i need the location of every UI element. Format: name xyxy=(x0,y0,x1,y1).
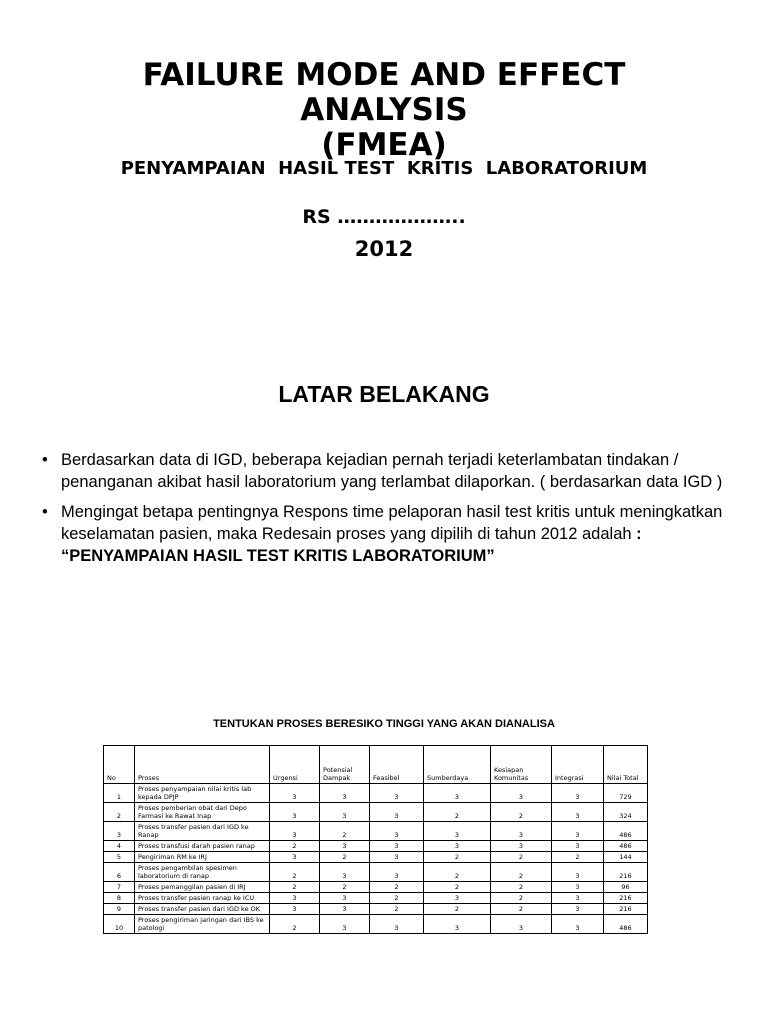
slide-subtitle: PENYAMPAIAN HASIL TEST KRITIS LABORATORIUM xyxy=(120,158,648,179)
bullet-marker: • xyxy=(42,451,48,469)
column-header: Proses xyxy=(135,746,270,784)
process-cell: Proses transfusi darah pasien ranap xyxy=(135,841,270,852)
table-cell: 144 xyxy=(604,852,648,863)
background-bullet-list xyxy=(40,449,740,575)
column-header: Feasibel xyxy=(370,746,424,784)
table-cell: 3 xyxy=(370,841,424,852)
table-cell: 3 xyxy=(320,915,370,934)
table-cell: 2 xyxy=(270,863,320,882)
bullet-marker: • xyxy=(42,503,48,521)
process-cell: Proses transfer pasien dari IGD ke Ranap xyxy=(135,822,270,841)
table-cell: 3 xyxy=(424,893,491,904)
table-cell: 2 xyxy=(491,904,552,915)
bullet-item xyxy=(40,501,740,567)
title-line: FAILURE MODE AND EFFECT xyxy=(142,57,626,93)
table-cell: 3 xyxy=(491,841,552,852)
bullet-text: Berdasarkan data di IGD, beberapa kejadian pernah terjadi keterlambatan tindakan / penanganan akibat hasil laboratorium yang terlambat dilaporkan. ( berdasarkan data IGD ) xyxy=(61,451,723,491)
slide-title xyxy=(60,58,708,163)
table-cell: 3 xyxy=(270,852,320,863)
table-cell: 3 xyxy=(424,841,491,852)
table-cell: 2 xyxy=(370,893,424,904)
table-body xyxy=(104,784,648,934)
table-cell: 3 xyxy=(370,803,424,822)
table-row xyxy=(104,852,648,863)
table-cell: 3 xyxy=(552,784,604,803)
table-cell: 96 xyxy=(604,882,648,893)
table-row xyxy=(104,904,648,915)
process-cell: Proses pengambilan spesimen laboratorium di ranap xyxy=(135,863,270,882)
table-cell: 3 xyxy=(491,822,552,841)
table-cell: 3 xyxy=(370,863,424,882)
table-cell: 216 xyxy=(604,893,648,904)
column-header: Kesiapan Komunitas xyxy=(491,746,552,784)
table-cell: 3 xyxy=(270,784,320,803)
table-cell: 3 xyxy=(270,904,320,915)
table-cell: 216 xyxy=(604,863,648,882)
table-cell: 3 xyxy=(491,915,552,934)
table-cell: 9 xyxy=(104,904,135,915)
process-cell: Proses pemberian obat dari Depo Farmasi ke Rawat Inap xyxy=(135,803,270,822)
bullet-text: Mengingat betapa pentingnya Respons time pelaporan hasil test kritis untuk meningkatkan keselamatan pasien, maka Redesain proses yang dipilih di tahun 2012 adalah xyxy=(61,503,723,543)
table-cell: 3 xyxy=(552,841,604,852)
table-cell: 5 xyxy=(104,852,135,863)
process-cell: Proses pengiriman jaringan dari IBS ke patologi xyxy=(135,915,270,934)
table-row xyxy=(104,893,648,904)
table-cell: 2 xyxy=(491,863,552,882)
table-cell: 2 xyxy=(370,882,424,893)
table-cell: 2 xyxy=(491,852,552,863)
table-row xyxy=(104,784,648,803)
table-cell: 3 xyxy=(370,784,424,803)
hospital-name: RS ……………….. xyxy=(302,206,466,228)
column-header: Nilai Total xyxy=(604,746,648,784)
table-cell: 8 xyxy=(104,893,135,904)
table-cell: 3 xyxy=(491,784,552,803)
process-cell: Proses transfer pasien dari IGD ke OK xyxy=(135,904,270,915)
table-cell: 3 xyxy=(552,863,604,882)
table-cell: 486 xyxy=(604,841,648,852)
process-cell: Proses transfer pasien ranap ke ICU xyxy=(135,893,270,904)
table-cell: 3 xyxy=(370,822,424,841)
process-cell: Pengiriman RM ke IRJ xyxy=(135,852,270,863)
table-cell: 3 xyxy=(552,893,604,904)
table-cell: 7 xyxy=(104,882,135,893)
table-cell: 324 xyxy=(604,803,648,822)
table-row xyxy=(104,841,648,852)
table-cell: 729 xyxy=(604,784,648,803)
table-cell: 2 xyxy=(424,904,491,915)
column-header: Sumberdaya xyxy=(424,746,491,784)
title-slide xyxy=(0,0,768,300)
table-cell: 3 xyxy=(424,915,491,934)
table-cell: 2 xyxy=(424,803,491,822)
title-line: ANALYSIS xyxy=(300,92,468,128)
table-cell: 3 xyxy=(270,803,320,822)
table-cell: 3 xyxy=(552,904,604,915)
table-cell: 1 xyxy=(104,784,135,803)
table-cell: 3 xyxy=(370,852,424,863)
table-cell: 3 xyxy=(552,803,604,822)
table-cell: 2 xyxy=(491,882,552,893)
table-cell: 2 xyxy=(424,852,491,863)
column-header: Integrasi xyxy=(552,746,604,784)
column-header: Urgensi xyxy=(270,746,320,784)
table-cell: 3 xyxy=(320,841,370,852)
table-cell: 3 xyxy=(320,863,370,882)
table-row xyxy=(104,863,648,882)
table-cell: 2 xyxy=(320,852,370,863)
table-cell: 3 xyxy=(104,822,135,841)
process-cell: Proses penyampaian nilai kritis lab kepada DPJP xyxy=(135,784,270,803)
table-cell: 2 xyxy=(552,852,604,863)
table-cell: 3 xyxy=(320,803,370,822)
title-line: (FMEA) xyxy=(321,127,447,163)
table-row xyxy=(104,915,648,934)
column-header: No xyxy=(104,746,135,784)
bullet-highlight: : “PENYAMPAIAN HASIL TEST KRITIS LABORATORIUM” xyxy=(61,525,642,565)
table-cell: 2 xyxy=(491,803,552,822)
risk-process-table xyxy=(103,745,648,934)
table-cell: 3 xyxy=(424,822,491,841)
table-cell: 2 xyxy=(270,841,320,852)
table-title: TENTUKAN PROSES BERESIKO TINGGI YANG AKAN DIANALISA xyxy=(213,718,555,730)
table-cell: 3 xyxy=(320,904,370,915)
table-cell: 3 xyxy=(552,915,604,934)
column-header: Potensial Dampak xyxy=(320,746,370,784)
table-cell: 2 xyxy=(320,822,370,841)
table-row xyxy=(104,803,648,822)
table-cell: 2 xyxy=(424,863,491,882)
table-cell: 3 xyxy=(270,893,320,904)
table-cell: 2 xyxy=(270,915,320,934)
table-cell: 3 xyxy=(370,915,424,934)
table-cell: 2 xyxy=(491,893,552,904)
process-cell: Proses pemanggilan pasien di IRJ xyxy=(135,882,270,893)
table-cell: 216 xyxy=(604,904,648,915)
table-cell: 3 xyxy=(552,882,604,893)
table-cell: 2 xyxy=(370,904,424,915)
table-cell: 3 xyxy=(552,822,604,841)
table-cell: 2 xyxy=(104,803,135,822)
table-cell: 3 xyxy=(424,784,491,803)
table-cell: 486 xyxy=(604,822,648,841)
table-cell: 2 xyxy=(270,882,320,893)
year-label: 2012 xyxy=(354,237,414,261)
table-cell: 2 xyxy=(424,882,491,893)
table-cell: 10 xyxy=(104,915,135,934)
bullet-item xyxy=(40,449,740,493)
table-row xyxy=(104,882,648,893)
table-cell: 6 xyxy=(104,863,135,882)
table-cell: 4 xyxy=(104,841,135,852)
table-cell: 2 xyxy=(320,882,370,893)
table-header-row xyxy=(104,746,648,784)
table-cell: 486 xyxy=(604,915,648,934)
table-cell: 3 xyxy=(320,893,370,904)
table-row xyxy=(104,822,648,841)
table-cell: 3 xyxy=(320,784,370,803)
table-cell: 3 xyxy=(270,822,320,841)
background-heading: LATAR BELAKANG xyxy=(278,381,490,407)
